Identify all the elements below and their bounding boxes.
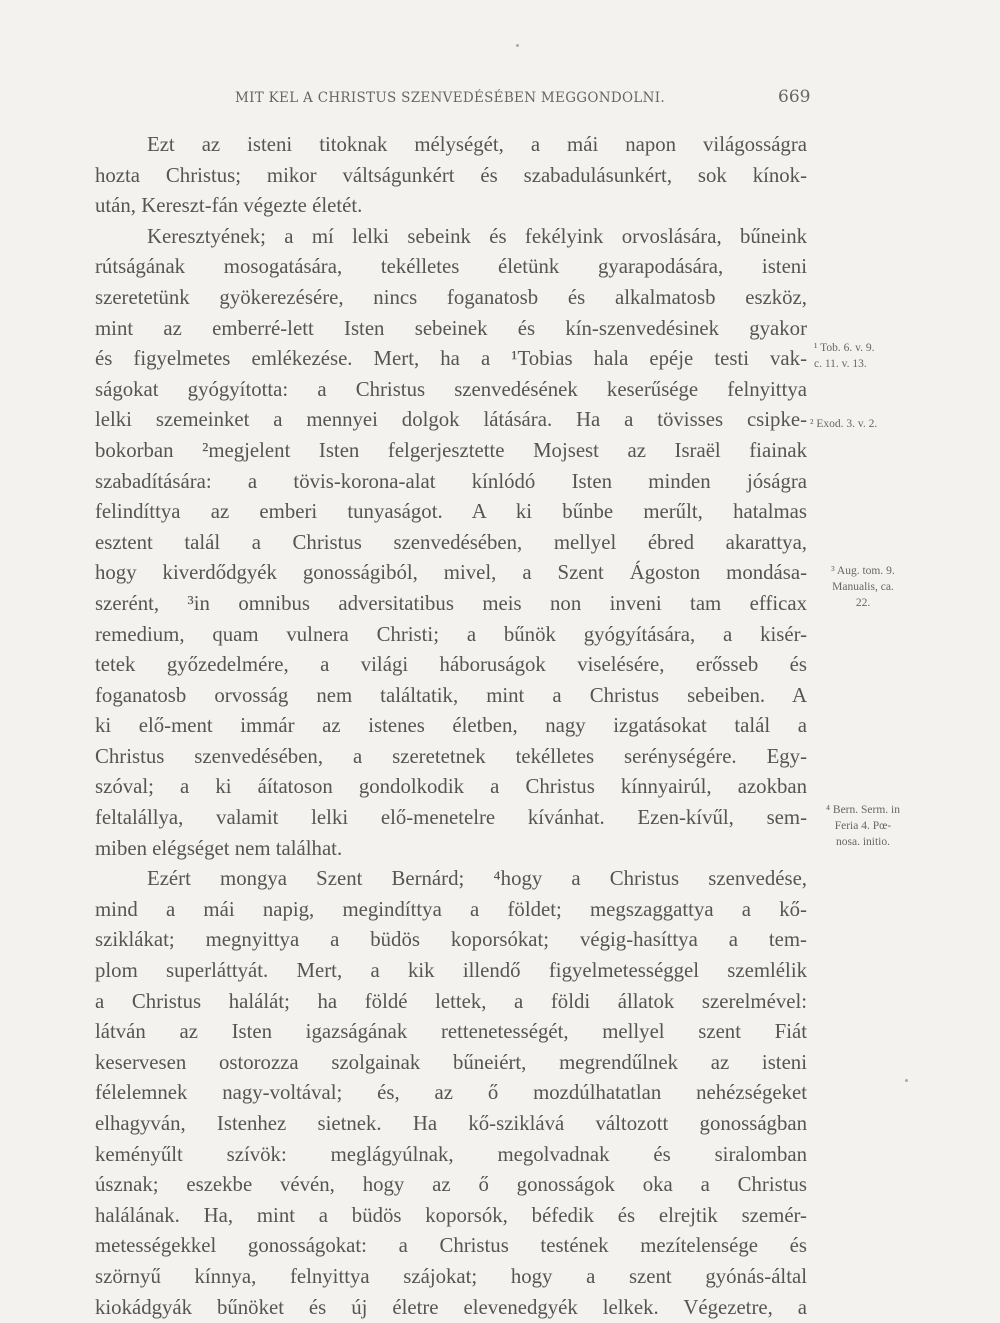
margin-note-line: nosa. initio. <box>836 836 890 848</box>
text-line: szeretetünk gyökerezésére, nincs foganatosb és alkalmatosb eszköz, <box>95 285 807 309</box>
paper-speck <box>516 44 519 47</box>
text-line: esztent talál a Christus szenvedésében, mellyel ébred akarattya, <box>95 530 807 554</box>
text-line: tetek győzedelmére, a világi háboruságok viselésére, erősseb és <box>95 653 807 677</box>
text-line: miben elégséget nem találhat. <box>95 836 343 860</box>
text-line: felindíttya az emberi tunyaságot. A ki bűnbe merűlt, hatalmas <box>95 500 807 524</box>
text-line: bokorban ²megjelent Isten felgerjesztette Mojsest az Israël fiainak <box>95 438 807 462</box>
text-line: Ezért mongya Szent Bernárd; ⁴hogy a Christus szenvedése, <box>147 867 807 891</box>
text-line: mint az emberré-lett Isten sebeinek és kín-szenvedésinek gyakor <box>95 316 807 340</box>
text-line: mind a mái napig, megindíttya a földet; megszaggattya a kő- <box>95 897 807 921</box>
margin-note-line: 22. <box>855 597 871 609</box>
text-line: remedium, quam vulnera Christi; a bűnök gyógyítására, a kisér- <box>95 622 807 646</box>
text-line: után, Kereszt-fán végezte életét. <box>95 194 363 218</box>
margin-note-line: ¹ Tob. 6. v. 9. <box>814 342 875 354</box>
page-number: 669 <box>778 87 811 107</box>
text-line: szabadítására: a tövis-korona-alat kínlódó Isten minden jóságra <box>95 469 807 493</box>
text-line: szóval; a ki áítatoson gondolkodik a Christus kínnyairúl, azokban <box>95 775 807 799</box>
text-line: kiokádgyák bűnöket és új életre elevenedgyék lelkek. Végezetre, a <box>95 1295 807 1319</box>
margin-note-1 <box>814 340 874 372</box>
text-line: Ezt az isteni titoknak mélységét, a mái napon világosságra <box>147 133 807 156</box>
text-line: foganatosb orvosság nem találtatik, mint a Christus sebeiben. A <box>95 683 807 707</box>
margin-note-2 <box>810 416 877 432</box>
margin-note-line: Feria 4. Pœ- <box>834 820 892 832</box>
margin-note-line: c. 11. v. 13. <box>814 358 867 370</box>
body-text <box>95 130 807 1323</box>
margin-note-4 <box>810 802 916 850</box>
margin-note-3 <box>810 563 916 611</box>
text-line: ki elő-ment immár az istenes életben, nagy izgatásokat talál a <box>95 714 807 738</box>
margin-note-line: ³ Aug. tom. 9. <box>831 565 895 577</box>
text-line: Keresztyének; a mí lelki sebeink és fekélyink orvoslására, bűneink <box>147 224 807 248</box>
text-line: lelki szemeinket a mennyei dolgok látására. Ha a tövisses csipke- <box>95 408 807 432</box>
text-line: plom superláttyát. Mert, a kik illendő figyelmetességgel szemlélik <box>95 959 807 983</box>
margin-note-line: Manualis, ca. <box>832 581 894 593</box>
text-line: szörnyű kínnya, felnyittya szájokat; hogy a szent gyónás-által <box>95 1264 807 1288</box>
text-line: látván az Isten igazságának rettenetességét, mellyel szent Fiát <box>95 1020 807 1044</box>
paper-speck <box>905 1079 908 1082</box>
running-head: MIT KEL A CHRISTUS SZENVEDÉSÉBEN MEGGONDOLNI. <box>235 90 665 106</box>
text-line: Christus szenvedésében, a szeretetnek tekélletes serénységére. Egy- <box>95 744 807 768</box>
text-line: hozta Christus; mikor váltságunkért és szabadulásunkért, sok kínok- <box>95 163 807 187</box>
text-line: úsznak; eszekbe vévén, hogy az ő gonosságok oka a Christus <box>95 1173 807 1197</box>
text-line: rútságának mosogatására, tekélletes életünk gyarapodására, isteni <box>95 255 807 279</box>
text-line: és figyelmetes emlékezése. Mert, ha a ¹Tobias hala epéje testi vak- <box>95 347 807 371</box>
margin-note-line: ² Exod. 3. v. 2. <box>810 418 878 430</box>
text-line: keményűlt szívök: meglágyúlnak, megolvadnak és siralomban <box>95 1142 807 1166</box>
text-line: ságokat gyógyította: a Christus szenvedésének keserűsége felnyittya <box>95 377 807 401</box>
text-line: feltalállya, valamit lelki elő-menetelre kívánhat. Ezen-kívűl, sem- <box>95 806 807 830</box>
text-line: félelemnek nagy-voltával; és, az ő mozdúlhatatlan nehézségeket <box>95 1081 807 1105</box>
text-line: hogy kiverdődgyék gonosságiból, mivel, a Szent Ágoston mondása- <box>95 561 807 585</box>
text-line: szerént, ³in omnibus adversitatibus meis non inveni tam efficax <box>95 591 807 615</box>
margin-note-line: ⁴ Bern. Serm. in <box>826 804 900 816</box>
text-line: halálának. Ha, mint a büdös koporsók, béfedik és elrejtik szemér- <box>95 1203 807 1227</box>
text-line: a Christus halálát; ha földé lettek, a földi állatok szerelmével: <box>95 989 807 1013</box>
text-line: elhagyván, Istenhez sietnek. Ha kő-sziklává változott gonosságban <box>95 1112 807 1135</box>
text-line: sziklákat; megnyittya a büdös koporsókat; végig-hasíttya a tem- <box>95 928 807 952</box>
text-line: keservesen ostorozza szolgainak bűneiért, megrendűlnek az isteni <box>95 1050 807 1074</box>
text-line: metességekkel gonosságokat: a Christus testének mezítelensége és <box>95 1234 807 1258</box>
